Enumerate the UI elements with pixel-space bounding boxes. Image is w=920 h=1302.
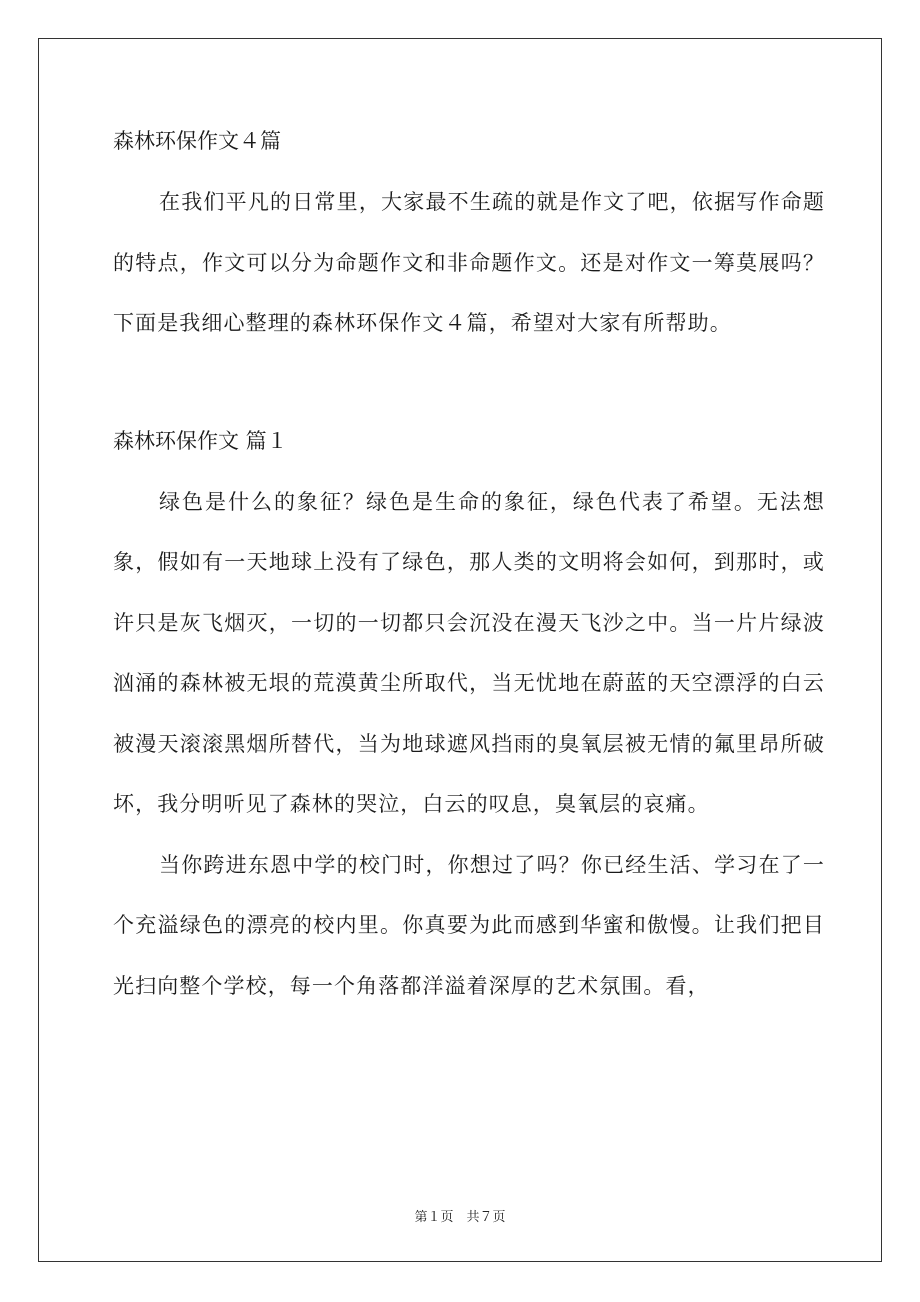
section-paragraph-1: 绿色是什么的象征？绿色是生命的象征，绿色代表了希望。无法想象，假如有一天地球上没有了绿色，那人类的文明将会如何，到那时，或许只是灰飞烟灭，一切的一切都只会沉没在漫天飞沙之中。当一片片绿波汹涌的森林被无垠的荒漠黄尘所取代，当无忧地在蔚蓝的天空漂浮的白云被漫天滚滚黑烟所替代，当为地球遮风挡雨的臭氧层被无情的氟里昂所破坏，我分明听见了森林的哭泣，白云的叹息，臭氧层的哀痛。 — [113, 489, 825, 816]
page-footer: 第１页 共７页 — [414, 1210, 506, 1225]
section-heading: 森林环保作文 篇１ — [113, 428, 288, 453]
document-body — [113, 118, 825, 1016]
section-paragraph-2: 当你跨进东恩中学的校门时，你想过了吗？你已经生活、学习在了一个充溢绿色的漂亮的校内里。你真要为此而感到华蜜和傲慢。让我们把目光扫向整个学校，每一个角落都洋溢着深厚的艺术氛围。看， — [113, 852, 825, 998]
document-title: 森林环保作文４篇 — [113, 129, 281, 153]
intro-paragraph: 在我们平凡的日常里，大家最不生疏的就是作文了吧，依据写作命题的特点，作文可以分为命题作文和非命题作文。还是对作文一筹莫展吗？下面是我细心整理的森林环保作文４篇，希望对大家有所帮助。 — [113, 190, 825, 335]
